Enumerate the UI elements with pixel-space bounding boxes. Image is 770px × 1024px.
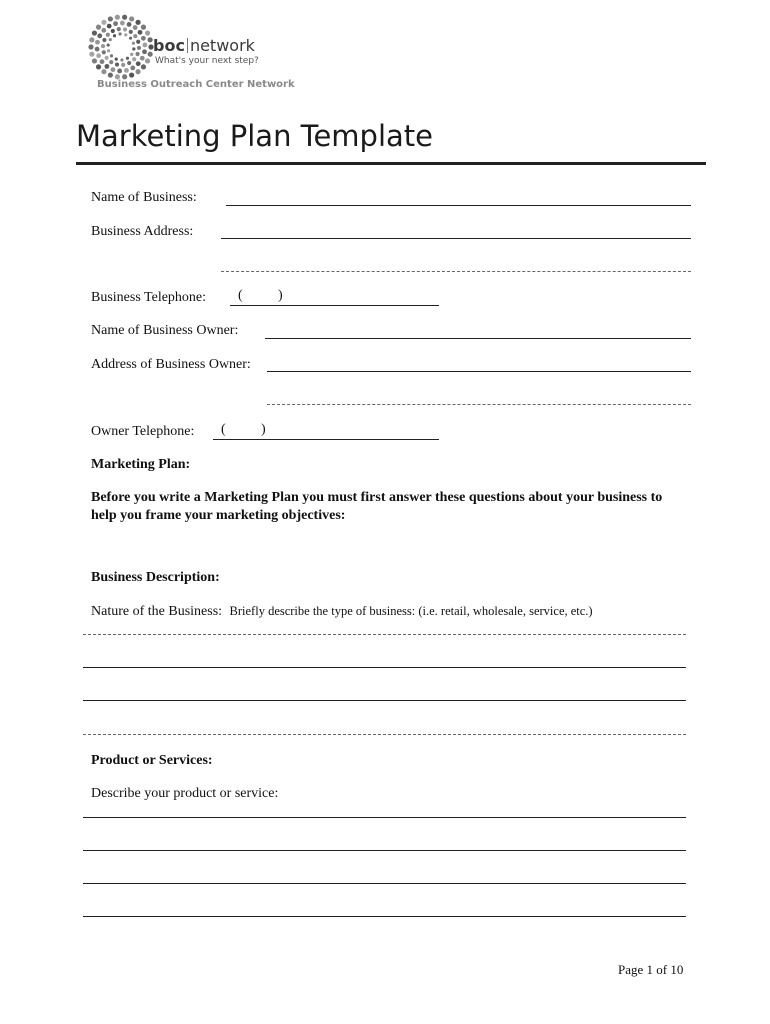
logo-dot xyxy=(121,63,125,67)
logo-dot xyxy=(110,54,113,57)
logo-dot xyxy=(95,47,100,52)
logo-dot xyxy=(115,57,118,60)
logo-dot xyxy=(108,72,113,77)
logo-dot xyxy=(102,38,106,42)
name-of-business-label: Name of Business: xyxy=(91,190,197,205)
logo-dot xyxy=(129,72,134,77)
logo-dot xyxy=(129,16,134,21)
logo-dot xyxy=(143,43,148,48)
address-of-owner-field-line-1[interactable] xyxy=(267,371,691,372)
logo-dot xyxy=(115,62,119,66)
logo-brand-right: network xyxy=(189,36,255,55)
logo-dot xyxy=(135,69,140,74)
business-address-label: Business Address: xyxy=(91,224,194,239)
products-line-4[interactable] xyxy=(83,916,686,917)
logo-dot xyxy=(88,44,93,49)
business-description-heading: Business Description: xyxy=(91,570,220,585)
logo-dot xyxy=(148,37,153,42)
logo-dot xyxy=(133,34,137,38)
logo-dot xyxy=(138,30,143,35)
business-description-line-1[interactable] xyxy=(83,634,686,635)
logo-dot xyxy=(111,29,115,33)
logo-dot xyxy=(118,32,121,35)
name-of-business-field[interactable] xyxy=(226,205,691,206)
logo-dot xyxy=(136,40,140,44)
logo-dot xyxy=(111,67,116,72)
logo-dot xyxy=(107,24,112,29)
logo-dot xyxy=(129,37,132,40)
logo-dot xyxy=(89,37,94,42)
products-line-3[interactable] xyxy=(83,883,686,884)
logo-dot xyxy=(97,33,102,38)
logo-dot xyxy=(105,56,109,60)
logo-dot xyxy=(115,15,120,20)
logo-dot xyxy=(113,21,118,26)
logo-dot xyxy=(101,69,106,74)
logo-brand-left: boc xyxy=(153,36,185,55)
owner-telephone-field[interactable] xyxy=(213,422,439,440)
logo-dot xyxy=(141,64,146,69)
business-telephone-field[interactable] xyxy=(230,288,439,306)
nature-of-business-label: Nature of the Business: xyxy=(91,604,223,619)
logo-dot xyxy=(120,21,125,26)
logo-dot xyxy=(132,47,135,50)
paren-close: ) xyxy=(261,422,266,437)
page-title: Marketing Plan Template xyxy=(76,119,433,153)
logo-dot xyxy=(101,20,106,25)
logo-dot xyxy=(117,27,121,31)
logo-brand xyxy=(153,37,255,55)
logo-dot xyxy=(127,61,131,65)
logo-dot xyxy=(126,57,129,60)
business-telephone-label: Business Telephone: xyxy=(91,290,207,305)
logo-dot xyxy=(148,52,153,57)
logo-dot xyxy=(109,38,112,41)
owner-telephone-label: Owner Telephone: xyxy=(91,424,195,439)
marketing-plan-intro: Before you write a Marketing Plan you must first answer these questions about your business to help you frame your marketing objectives: xyxy=(91,490,663,523)
logo-dot xyxy=(132,57,136,61)
logo-dot xyxy=(108,16,113,21)
logo-subtitle: Business Outreach Center Network xyxy=(97,79,295,90)
logo-dot xyxy=(107,49,110,52)
boc-network-logo-icon xyxy=(88,14,154,80)
logo-dot xyxy=(137,46,141,50)
logo-dot xyxy=(124,68,129,73)
logo-dot xyxy=(130,53,133,56)
address-of-owner-label: Address of Business Owner: xyxy=(91,357,251,372)
logo-dot xyxy=(140,56,145,61)
logo-tagline: What's your next step? xyxy=(155,56,259,66)
logo-dot xyxy=(141,25,146,30)
logo-dot xyxy=(133,25,138,30)
logo-dot xyxy=(92,58,97,63)
logo-dot xyxy=(102,50,106,54)
marketing-plan-heading: Marketing Plan: xyxy=(91,457,191,472)
paren-open: ( xyxy=(221,422,226,437)
logo-dot xyxy=(113,34,116,37)
logo-dot xyxy=(135,52,139,56)
logo-dot xyxy=(92,30,97,35)
logo-dot xyxy=(107,43,110,46)
logo-dot xyxy=(127,22,132,27)
logo-dot xyxy=(101,28,106,33)
page-number: Page 1 of 10 xyxy=(618,962,684,977)
business-description-line-4[interactable] xyxy=(83,734,686,735)
business-address-field-line-1[interactable] xyxy=(221,238,691,239)
logo-dot xyxy=(135,20,140,25)
logo-dot xyxy=(120,58,123,61)
title-rule xyxy=(76,162,706,165)
logo-dot xyxy=(100,59,105,64)
address-of-owner-field-line-2[interactable] xyxy=(267,404,691,405)
logo-dot xyxy=(104,64,109,69)
logo-dot xyxy=(124,33,127,36)
logo-dot xyxy=(142,49,147,54)
logo-dot xyxy=(106,33,110,37)
name-of-owner-label: Name of Business Owner: xyxy=(91,323,239,338)
logo-dot xyxy=(101,44,105,48)
logo-dot xyxy=(96,64,101,69)
logo-dot xyxy=(129,30,133,34)
name-of-owner-field[interactable] xyxy=(265,338,691,339)
paren-close: ) xyxy=(278,288,283,303)
products-line-1[interactable] xyxy=(83,817,686,818)
business-description-line-3[interactable] xyxy=(83,700,686,701)
nature-of-business-line xyxy=(91,603,593,620)
paren-open: ( xyxy=(238,288,243,303)
logo-dot xyxy=(95,40,100,45)
logo-dot xyxy=(123,27,127,31)
logo-dot xyxy=(117,69,122,74)
logo-dot xyxy=(109,60,113,64)
logo-dot xyxy=(136,61,141,66)
products-heading: Product or Services: xyxy=(91,753,213,768)
logo-dot xyxy=(145,30,150,35)
logo-dot xyxy=(141,36,146,41)
logo-dot xyxy=(89,52,94,57)
logo-dot xyxy=(145,58,150,63)
business-address-field-line-2[interactable] xyxy=(221,271,691,272)
logo-dot xyxy=(122,15,127,20)
logo-dot xyxy=(130,66,135,71)
logo-dot xyxy=(132,42,135,45)
products-prompt: Describe your product or service: xyxy=(91,786,279,801)
business-description-line-2[interactable] xyxy=(83,667,686,668)
logo-dot xyxy=(96,25,101,30)
products-line-2[interactable] xyxy=(83,850,686,851)
logo-dot xyxy=(96,53,101,58)
nature-of-business-hint: Briefly describe the type of business: (i.e. retail, wholesale, service, etc.) xyxy=(229,604,593,618)
